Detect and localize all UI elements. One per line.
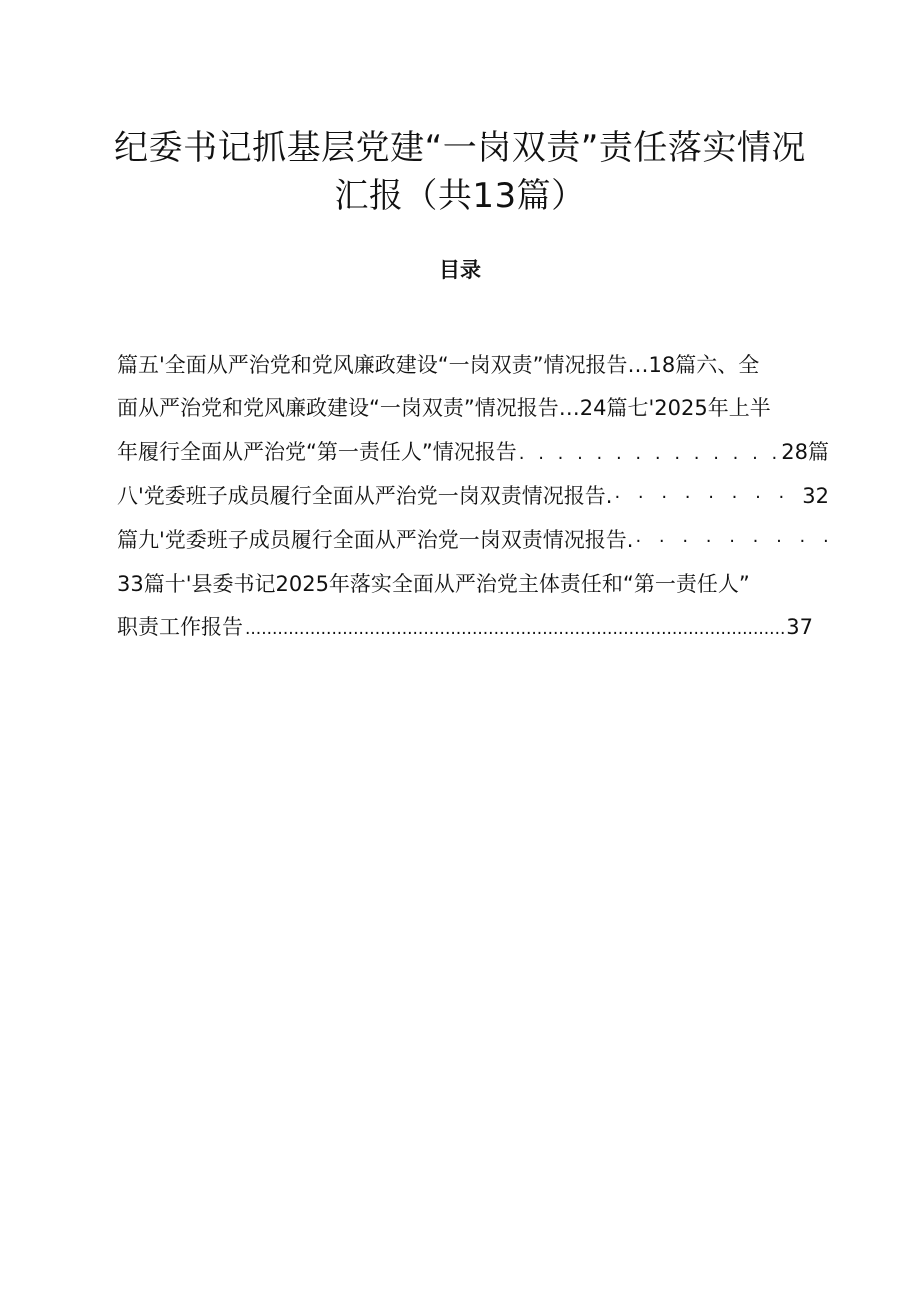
toc-dot-leader <box>614 480 800 512</box>
toc-line-7[interactable] <box>117 611 813 643</box>
toc-dot-leader <box>519 436 780 468</box>
toc-line-text: 八'党委班子成员履行全面从严治党一岗双责情况报告. <box>117 484 613 508</box>
toc-dot-leader <box>245 611 784 643</box>
toc-line-2[interactable] <box>117 392 829 424</box>
toc-line-3[interactable] <box>117 436 829 468</box>
toc-line-text: 篇九'党委班子成员履行全面从严治党一岗双责情况报告. <box>117 528 634 552</box>
toc-line-text: 职责工作报告 <box>117 615 243 639</box>
toc-dot-leader <box>635 524 827 556</box>
toc-page-number: 28篇 <box>781 440 829 464</box>
toc-line-text: 年履行全面从严治党“第一责任人”情况报告 <box>117 440 517 464</box>
toc-line-5[interactable] <box>117 524 829 556</box>
document-title: 纪委书记抓基层党建“一岗双责”责任落实情况汇报（共13篇） <box>114 128 806 216</box>
toc-line-1[interactable] <box>117 349 829 381</box>
toc-line-4[interactable] <box>117 480 829 512</box>
toc-heading: 目录 <box>439 258 481 282</box>
toc-line-text: 面从严治党和党风廉政建设“一岗双责”情况报告…24篇七'2025年上半 <box>117 396 771 420</box>
toc-line-6[interactable] <box>117 568 829 600</box>
toc-line-text: 33篇十'县委书记2025年落实全面从严治党主体责任和“第一责任人” <box>117 572 750 596</box>
toc-page-number: 37 <box>786 615 813 639</box>
toc-line-text: 篇五'全面从严治党和党风廉政建设“一岗双责”情况报告…18篇六、全 <box>117 353 760 377</box>
toc-page-number: 32 <box>802 484 829 508</box>
